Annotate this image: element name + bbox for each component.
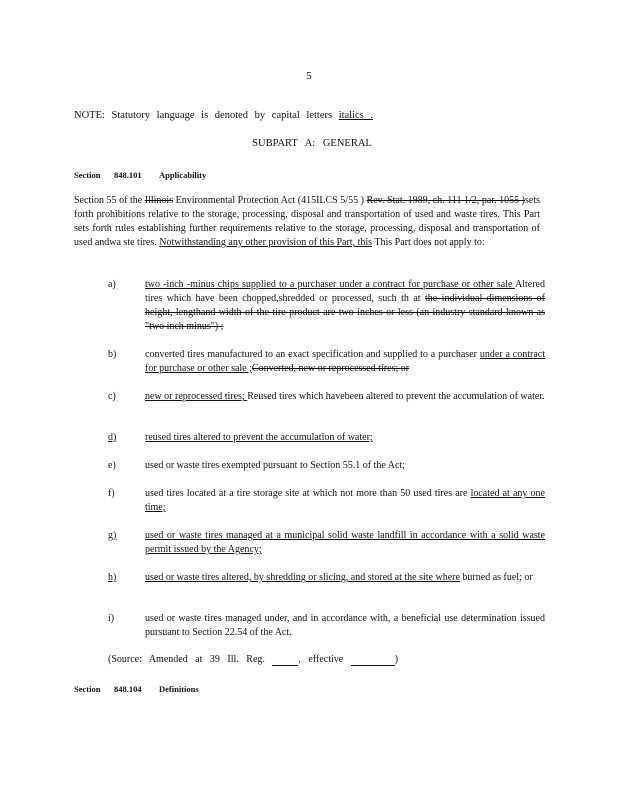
struck-text: Illinois bbox=[144, 195, 174, 206]
inserted-text: used or waste tires altered, by shredding or slicing, and stored at the site where bbox=[145, 572, 460, 583]
section-number: 848.101 bbox=[114, 170, 142, 180]
subpart-heading: SUBPART A: GENERAL bbox=[252, 138, 372, 149]
note-text: NOTE: Statutory language is denoted by capital letters bbox=[74, 110, 339, 121]
list-item-c: c) new or reprocessed tires; Reused tires which havebeen altered to prevent the accumulation of water. bbox=[108, 391, 545, 402]
list-item-h: h) used or waste tires altered, by shredding or slicing, and stored at the site where burned as fuel; or bbox=[108, 572, 533, 583]
struck-text: the individual dimensions of height, lengthand width of the tire product are two inches or less (an industry standard known as "two inch minus") ; bbox=[145, 293, 546, 332]
source-note: (Source: Amended at 39 Ill. Reg. , effective ) bbox=[108, 654, 399, 665]
section-heading-definitions bbox=[74, 684, 199, 694]
list-item-label: a) bbox=[108, 279, 116, 290]
list-item-b: b) converted tires manufactured to an exact specification and supplied to a purchaser under a contract for purchase or other sale ;Converted, new or reprocessed tires; or bbox=[108, 349, 545, 374]
section-title: Definitions bbox=[159, 684, 199, 694]
inserted-text: new or reprocessed tires; bbox=[145, 391, 248, 402]
section-label: Section bbox=[74, 684, 101, 694]
applicability-paragraph: Section 55 of the Illinois Environmental Protection Act (415ILCS 5/55 ) Rev. Stat. 1989, ch. 111 1/2, par. 1055 )sets forth prohibitions relative to the storage, processing, disposal and transportation of used and waste tires. This Part sets forth rules establishing further requirements relative to the storage, processing, disposal and transportation of used andwa ste tires. Notwithstanding any other provision of this Part, this This Part does not apply to: bbox=[74, 195, 541, 248]
inserted-text: located at any one time; bbox=[145, 488, 545, 513]
inserted-text: reused tires altered to prevent the accumulation of water; bbox=[145, 432, 373, 443]
inserted-text: used or waste tires managed at a municipal solid waste landfill in accordance with a solid waste permit issued by the Agency; bbox=[145, 530, 545, 555]
blank-line bbox=[351, 654, 395, 666]
section-number: 848.104 bbox=[114, 684, 142, 694]
inserted-text: two -inch -minus chips supplied to a purchaser under a contract for purchase or other sale bbox=[145, 279, 515, 290]
inserted-text: Notwithstanding any other provision of this Part, this bbox=[159, 237, 373, 248]
section-heading-applicability bbox=[74, 170, 206, 180]
list-item-e: e) used or waste tires exempted pursuant to Section 55.1 of the Act; bbox=[108, 460, 405, 471]
list-item-d bbox=[108, 431, 548, 445]
list-item-label: e) bbox=[108, 460, 116, 471]
blank-line bbox=[272, 654, 298, 666]
list-item-f: f) used tires located at a tire storage site at which not more than 50 used tires are located at any one time; bbox=[108, 488, 545, 513]
list-item-label: i) bbox=[108, 613, 115, 624]
struck-text: Converted, new or reprocessed tires; or bbox=[251, 363, 410, 374]
statutory-note bbox=[74, 110, 373, 121]
list-item-label: d) bbox=[108, 432, 117, 443]
list-item-label: b) bbox=[108, 349, 117, 360]
list-item-i: i) used or waste tires managed under, and in accordance with, a beneficial use determination issued pursuant to Section 22.54 of the Act. bbox=[108, 613, 545, 638]
list-item-label: g) bbox=[108, 530, 117, 541]
list-item-a: a) two -inch -minus chips supplied to a purchaser under a contract for purchase or other sale Altered tires which have been chopped,shredded or processed, such th at the individual dimensions of height, lengthand width of the tire product are two inches or less (an industry standard known as "two inch minus") ; bbox=[108, 279, 546, 332]
list-item-label: f) bbox=[108, 488, 115, 499]
note-italics-word: italics bbox=[338, 110, 364, 121]
list-item-g bbox=[108, 529, 548, 557]
struck-text: Rev. Stat. 1989, ch. 111 1/2, par. 1055 ) bbox=[366, 195, 526, 206]
list-item-label: h) bbox=[108, 572, 117, 583]
section-label: Section bbox=[74, 170, 101, 180]
inserted-text: under a contract for purchase or other sale ; bbox=[145, 349, 545, 374]
list-item-label: c) bbox=[108, 391, 116, 402]
note-suffix: . bbox=[363, 110, 374, 121]
section-title: Applicability bbox=[159, 170, 207, 180]
page-number: 5 bbox=[306, 70, 312, 82]
